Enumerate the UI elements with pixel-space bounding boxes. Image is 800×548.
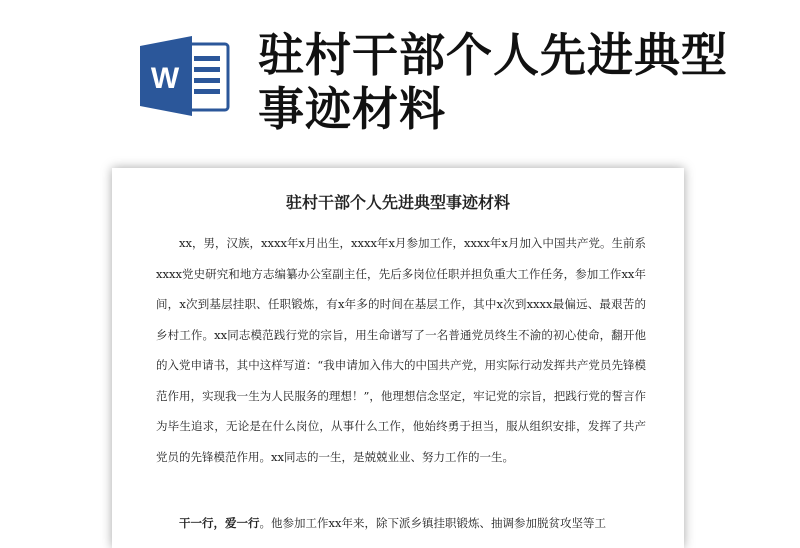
svg-text:W: W bbox=[150, 62, 180, 95]
document-title: 驻村干部个人先进典型事迹材料 bbox=[285, 193, 510, 212]
word-doc-icon bbox=[140, 36, 232, 116]
document-paragraph-2 bbox=[156, 508, 646, 539]
page-title: 驻村干部个人先进典型事迹材料 bbox=[258, 28, 728, 136]
header-banner bbox=[0, 0, 800, 160]
document-paragraph: xx，男，汉族，xxxx年x月出生，xxxx年x月参加工作，xxxx年x月加入中国共产党。生前系xxxx党史研究和地方志编纂办公室副主任，先后多岗位任职并担负重大工作任务，参加工作xx年间，x次到基层挂职、任职锻炼，有x年多的时间在基层工作，其中x次到xxxx最偏远、最艰苦的乡村工作。xx同志模范践行党的宗旨，用生命谱写了一名普通党员终生不渝的初心使命，翻开他的入党申请书，其中这样写道：“我申请加入伟大的中国共产党，用实际行动发挥共产党员先锋模范作用，实现我一生为人民服务的理想！”，他理想信念坚定，牢记党的宗旨，把践行党的誓言作为毕生追求，无论是在什么岗位，从事什么工作，他始终勇于担当，服从组织安排，发挥了共产党员的先锋模范作用。xx同志的一生，是兢兢业业、努力工作的一生。 bbox=[156, 236, 646, 464]
paragraph-bold-lead: 干一行，爱一行 bbox=[179, 516, 260, 530]
paragraph-text: 。他参加工作xx年来，除下派乡镇挂职锻炼、抽调参加脱贫攻坚等工 bbox=[259, 516, 606, 530]
document-page bbox=[112, 168, 684, 548]
